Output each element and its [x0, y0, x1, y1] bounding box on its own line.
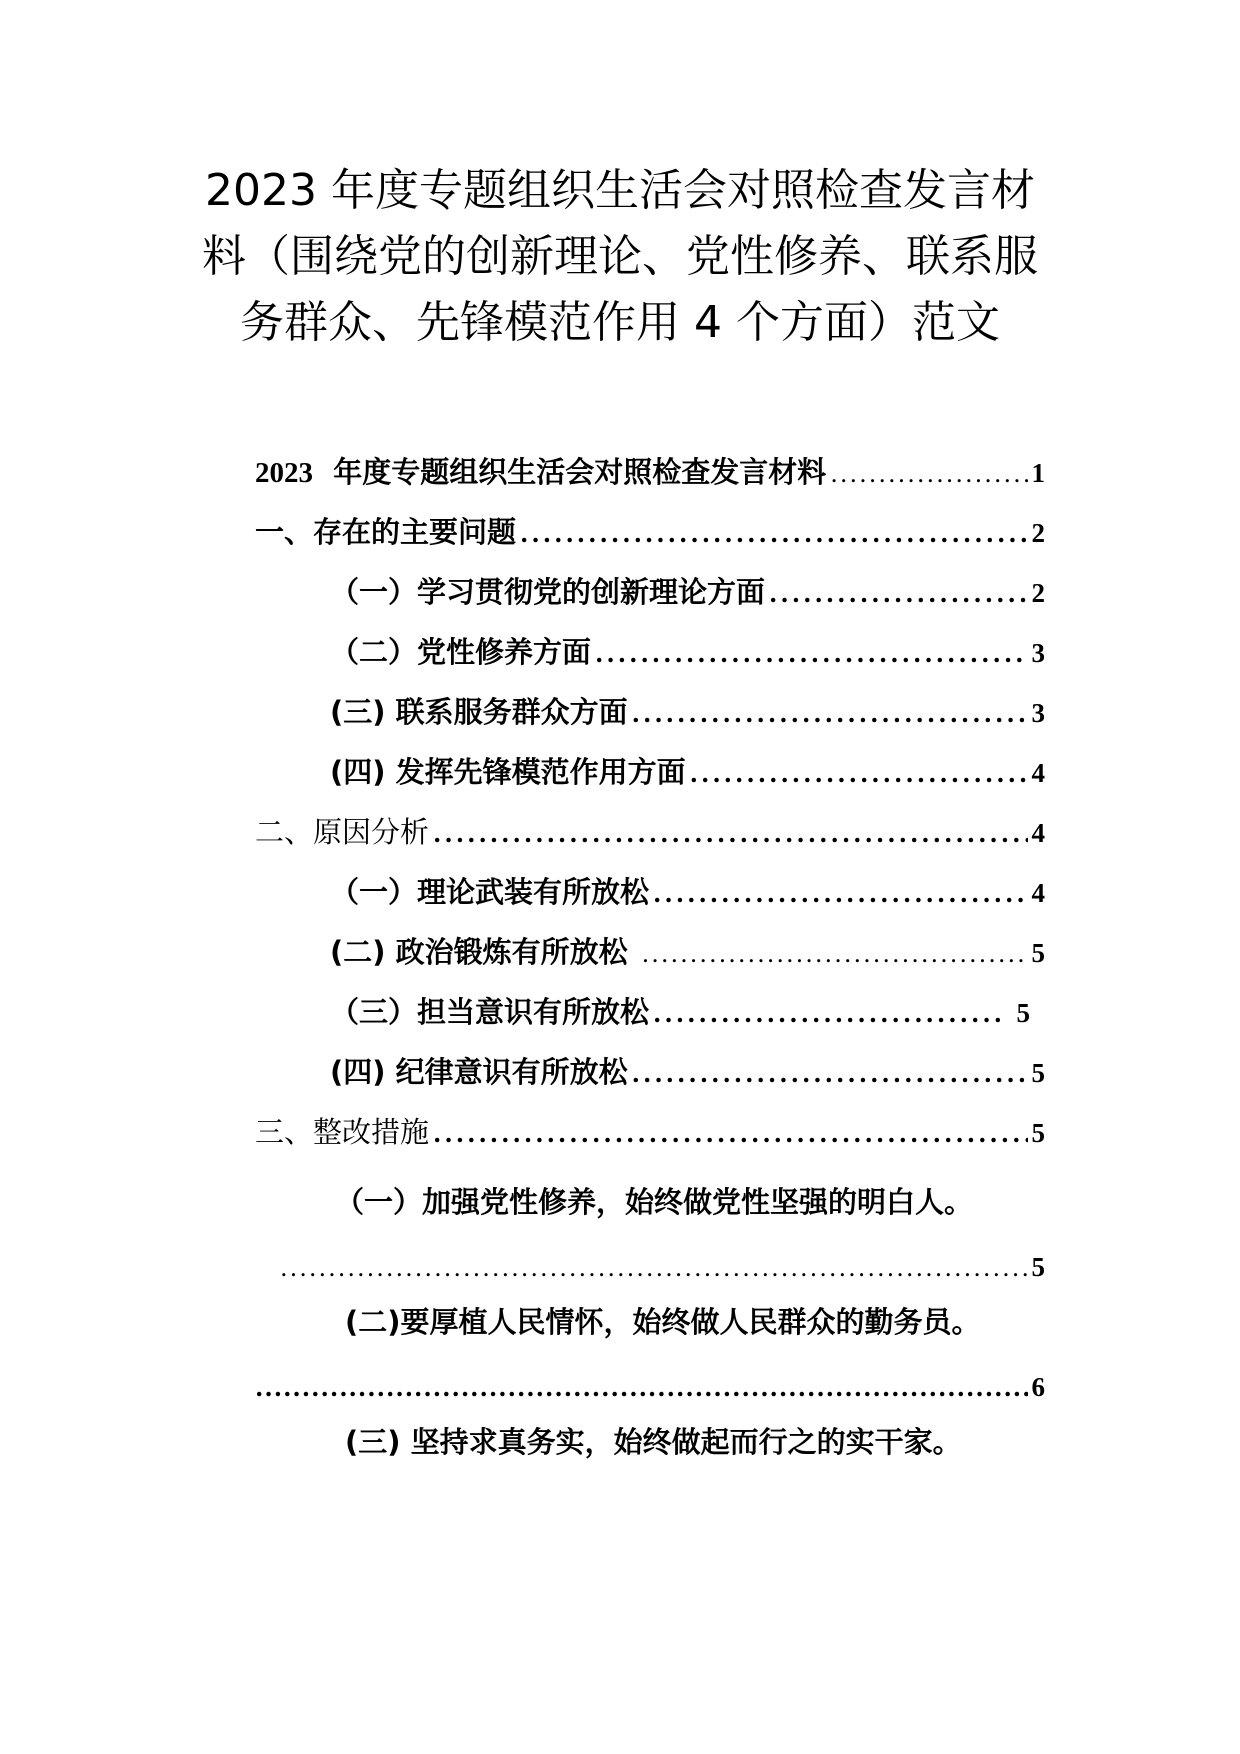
toc-entry-number: 2023 [255, 457, 313, 489]
toc-leader-dots [632, 692, 1028, 736]
toc-entry-continuation[interactable] [255, 1365, 1045, 1409]
toc-entry[interactable] [255, 810, 1045, 854]
toc-page-number: 4 [1031, 758, 1045, 788]
toc-entry[interactable] [255, 1110, 1045, 1154]
toc-entry-label: （一）学习贯彻党的创新理论方面 [330, 575, 766, 609]
toc-entry[interactable] [330, 990, 1030, 1034]
toc-entry-label: （三）担当意识有所放松 [330, 995, 650, 1029]
toc-page-number: 3 [1031, 638, 1045, 668]
toc-page-number: 3 [1031, 698, 1045, 728]
toc-page-number: 5 [1031, 1118, 1045, 1148]
toc-entry-label: (四) 纪律意识有所放松 [330, 1055, 628, 1089]
toc-leader-dots [830, 452, 1027, 496]
toc-page-number: 5 [1031, 1252, 1045, 1282]
toc-entry[interactable] [255, 450, 1045, 494]
toc-leader-dots [690, 752, 1028, 796]
title-line-2: 料（围绕党的创新理论、党性修养、联系服 [202, 231, 1038, 282]
toc-page-number: 4 [1031, 878, 1045, 908]
toc-entry-label: （一）理论武装有所放松 [330, 875, 650, 909]
toc-leader-dots [653, 992, 1000, 1036]
toc-leader-dots [433, 1112, 1027, 1156]
toc-entry-label: 一、存在的主要问题 [255, 515, 517, 549]
toc-entry[interactable] [255, 510, 1045, 554]
toc-entry-label: (四) 发挥先锋模范作用方面 [330, 755, 686, 789]
toc-entry-label[interactable]: （一）加强党性修养，始终做党性坚强的明白人。 [335, 1185, 974, 1219]
toc-page-number: 2 [1031, 578, 1045, 608]
title-line-3: 务群众、先锋模范作用 4 个方面）范文 [240, 297, 1000, 348]
toc-entry-label: 二、原因分析 [255, 815, 430, 849]
toc-entry-label: 三、整改措施 [255, 1115, 430, 1149]
toc-page-number: 5 [1016, 998, 1030, 1028]
toc-leader-dots [433, 812, 1027, 856]
toc-entry[interactable] [330, 570, 1045, 614]
toc-leader-dots [642, 932, 1028, 976]
toc-entry[interactable] [330, 690, 1045, 734]
toc-entry-label[interactable]: (三) 坚持求真务实，始终做起而行之的实干家。 [345, 1425, 962, 1459]
toc-page-number: 2 [1031, 518, 1045, 548]
toc-entry-label: （二）党性修养方面 [330, 635, 592, 669]
toc-entry[interactable] [330, 1050, 1045, 1094]
toc-leader-dots [595, 632, 1027, 676]
toc-page-number: 5 [1031, 1058, 1045, 1088]
toc-entry-continuation[interactable] [280, 1245, 1045, 1289]
toc-entry-label[interactable]: (二)要厚植人民情怀，始终做人民群众的勤务员。 [345, 1305, 981, 1339]
toc-entry-label: (三) 联系服务群众方面 [330, 695, 628, 729]
toc-page-number: 1 [1031, 458, 1045, 488]
toc-entry[interactable] [330, 750, 1045, 794]
toc-entry-label: (二) 政治锻炼有所放松 [330, 935, 628, 969]
toc-entry[interactable] [330, 630, 1045, 674]
toc-leader-dots [653, 872, 1027, 916]
toc-page-number: 6 [1031, 1372, 1045, 1402]
toc-entry[interactable] [330, 870, 1045, 914]
toc-leader-dots [280, 1246, 1028, 1290]
toc-entry[interactable] [330, 930, 1045, 974]
title-line-1: 2023 年度专题组织生活会对照检查发言材 [205, 165, 1035, 216]
toc-page-number: 4 [1031, 818, 1045, 848]
toc-leader-dots [769, 572, 1027, 616]
toc-entry-label: 年度专题组织生活会对照检查发言材料 [333, 455, 827, 489]
toc-leader-dots [520, 512, 1027, 556]
toc-page-number: 5 [1031, 938, 1045, 968]
toc-leader-dots [632, 1052, 1028, 1096]
toc-leader-dots [255, 1366, 1028, 1410]
